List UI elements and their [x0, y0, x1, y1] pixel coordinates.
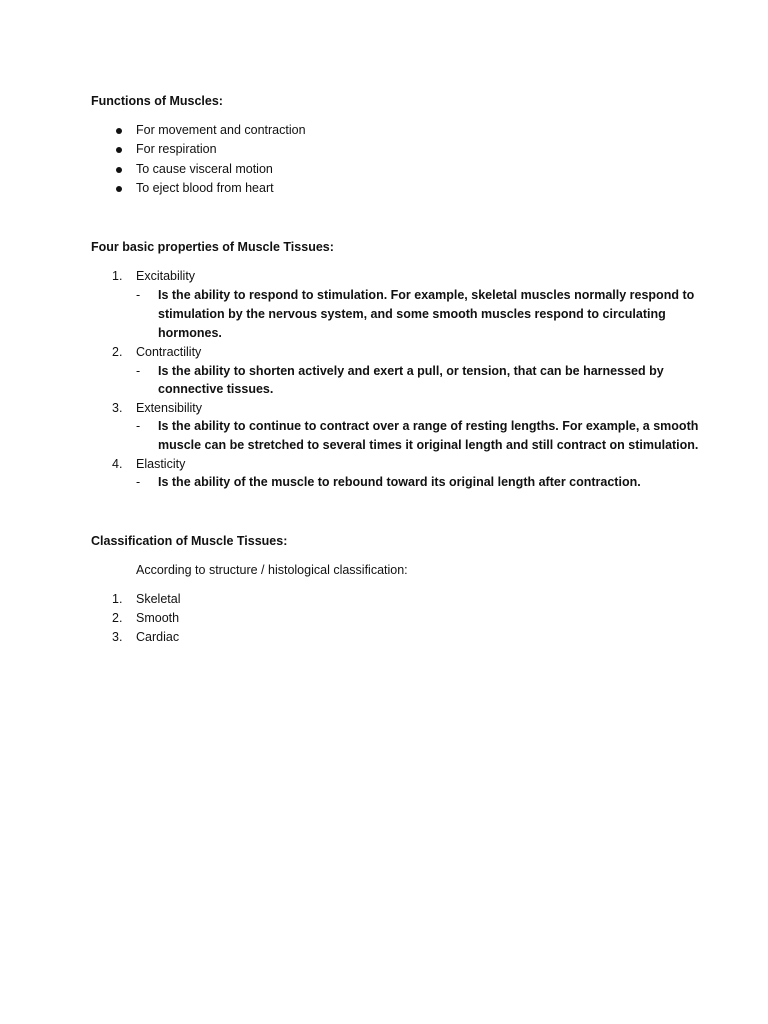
- list-number: 2.: [112, 611, 123, 625]
- list-number: 2.: [112, 345, 123, 359]
- list-number: 3.: [112, 401, 123, 415]
- properties-heading: Four basic properties of Muscle Tissues:: [91, 240, 334, 254]
- classification-subheading: According to structure / histological classification:: [136, 563, 408, 577]
- bullet-item: To eject blood from heart: [136, 181, 274, 195]
- list-number: 1.: [112, 592, 123, 606]
- dash-marker: -: [136, 419, 141, 433]
- property-description: hormones.: [158, 326, 222, 340]
- property-title: Extensibility: [136, 401, 202, 415]
- property-title: Contractility: [136, 345, 202, 359]
- bullet-dot: [116, 147, 122, 153]
- bullet-dot: [116, 128, 122, 134]
- list-number: 4.: [112, 457, 123, 471]
- bullet-item: For movement and contraction: [136, 123, 306, 137]
- property-description: muscle can be stretched to several times it original length and still contract on stimulation.: [158, 438, 699, 452]
- property-title: Elasticity: [136, 457, 186, 471]
- classification-item: Skeletal: [136, 592, 181, 606]
- list-number: 3.: [112, 630, 123, 644]
- dash-marker: -: [136, 288, 141, 302]
- property-description: Is the ability to respond to stimulation. For example, skeletal muscles normally respond to: [158, 288, 695, 302]
- property-description: stimulation by the nervous system, and some smooth muscles respond to circulating: [158, 307, 666, 321]
- list-number: 1.: [112, 269, 123, 283]
- bullet-item: To cause visceral motion: [136, 162, 273, 176]
- classification-item: Smooth: [136, 611, 180, 625]
- dash-marker: -: [136, 364, 141, 378]
- property-description: connective tissues.: [158, 382, 274, 396]
- property-title: Excitability: [136, 269, 196, 283]
- bullet-dot: [116, 167, 122, 173]
- property-description: Is the ability to shorten actively and exert a pull, or tension, that can be harnessed by: [158, 364, 664, 378]
- functions-heading: Functions of Muscles:: [91, 94, 223, 108]
- property-description: Is the ability to continue to contract over a range of resting lengths. For example, a smooth: [158, 419, 699, 433]
- classification-item: Cardiac: [136, 630, 180, 644]
- dash-marker: -: [136, 475, 141, 489]
- bullet-dot: [116, 186, 122, 192]
- bullet-item: For respiration: [136, 142, 217, 156]
- property-description: Is the ability of the muscle to rebound toward its original length after contraction.: [158, 475, 641, 489]
- classification-heading: Classification of Muscle Tissues:: [91, 534, 288, 548]
